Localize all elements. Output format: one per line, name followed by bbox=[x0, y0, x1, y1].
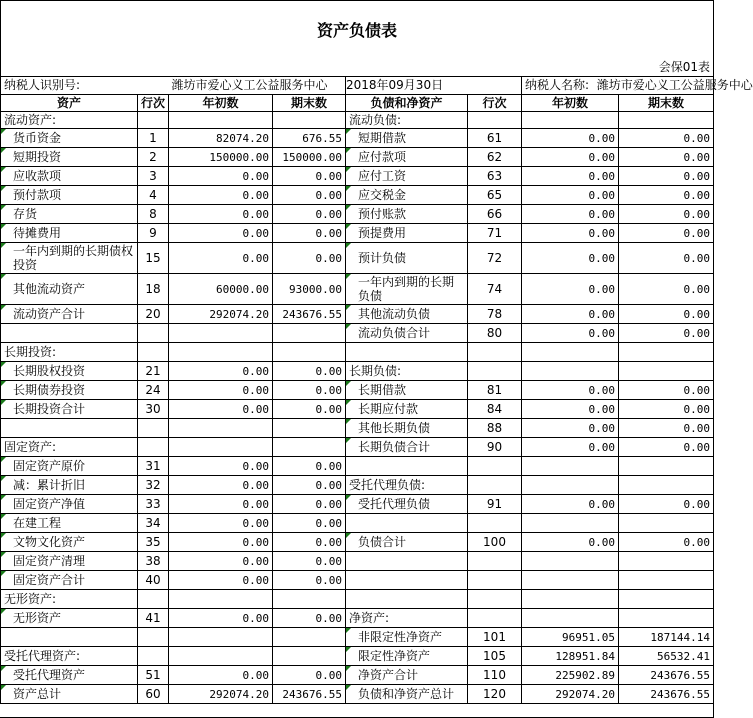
asset-item[interactable]: 固定资产原价 bbox=[1, 457, 138, 476]
asset-end[interactable] bbox=[273, 628, 346, 647]
liab-begin[interactable]: 0.00 bbox=[522, 495, 619, 514]
table-row bbox=[1, 381, 714, 400]
header-line-no: 行次 bbox=[138, 95, 169, 112]
liab-item[interactable]: 其他长期负债 bbox=[346, 419, 468, 438]
liab-line[interactable] bbox=[468, 571, 522, 590]
asset-line[interactable] bbox=[138, 419, 169, 438]
asset-end[interactable]: 0.00 bbox=[273, 533, 346, 552]
liab-end[interactable] bbox=[619, 590, 714, 609]
table-row bbox=[1, 362, 714, 381]
table-row bbox=[1, 148, 714, 167]
asset-end[interactable]: 0.00 bbox=[273, 362, 346, 381]
asset-line[interactable]: 31 bbox=[138, 457, 169, 476]
asset-end[interactable]: 0.00 bbox=[273, 400, 346, 419]
liab-line[interactable]: 120 bbox=[468, 685, 522, 704]
header-end-balance-2: 期末数 bbox=[619, 95, 714, 112]
table-row bbox=[1, 628, 714, 647]
liab-item[interactable] bbox=[346, 514, 468, 533]
asset-item[interactable]: 应收款项 bbox=[1, 167, 138, 186]
asset-begin[interactable]: 0.00 bbox=[169, 186, 273, 205]
form-number: 会保01表 bbox=[1, 59, 714, 77]
asset-line[interactable]: 35 bbox=[138, 533, 169, 552]
liab-item[interactable]: 一年内到期的长期负债 bbox=[346, 274, 468, 305]
liab-end[interactable]: 0.00 bbox=[619, 148, 714, 167]
asset-item[interactable]: 长期股权投资 bbox=[1, 362, 138, 381]
table-row bbox=[1, 243, 714, 274]
asset-item[interactable] bbox=[1, 628, 138, 647]
liab-line[interactable]: 91 bbox=[468, 495, 522, 514]
taxpayer-name bbox=[522, 77, 753, 95]
asset-line[interactable]: 40 bbox=[138, 571, 169, 590]
liab-item[interactable]: 应付工资 bbox=[346, 167, 468, 186]
liab-end[interactable]: 0.00 bbox=[619, 205, 714, 224]
asset-item[interactable]: 货币资金 bbox=[1, 129, 138, 148]
asset-item[interactable]: 短期投资 bbox=[1, 148, 138, 167]
table-row bbox=[1, 476, 714, 495]
asset-item[interactable]: 在建工程 bbox=[1, 514, 138, 533]
liab-item[interactable] bbox=[346, 343, 468, 362]
asset-item[interactable]: 固定资产净值 bbox=[1, 495, 138, 514]
liab-end[interactable]: 56532.41 bbox=[619, 647, 714, 666]
liab-begin[interactable]: 0.00 bbox=[522, 167, 619, 186]
asset-end[interactable] bbox=[273, 324, 346, 343]
liab-item[interactable] bbox=[346, 457, 468, 476]
table-row bbox=[1, 343, 714, 362]
table-row bbox=[1, 400, 714, 419]
asset-line[interactable]: 34 bbox=[138, 514, 169, 533]
asset-begin[interactable]: 0.00 bbox=[169, 243, 273, 274]
asset-item[interactable]: 长期投资合计 bbox=[1, 400, 138, 419]
liab-end[interactable] bbox=[619, 476, 714, 495]
asset-line[interactable]: 15 bbox=[138, 243, 169, 274]
liab-end[interactable] bbox=[619, 609, 714, 628]
asset-line[interactable] bbox=[138, 647, 169, 666]
table-row bbox=[1, 274, 714, 305]
asset-end[interactable]: 0.00 bbox=[273, 186, 346, 205]
liab-line[interactable] bbox=[468, 552, 522, 571]
liab-begin[interactable]: 0.00 bbox=[522, 438, 619, 457]
asset-line[interactable]: 1 bbox=[138, 129, 169, 148]
liab-item[interactable]: 预计负债 bbox=[346, 243, 468, 274]
liab-line[interactable] bbox=[468, 514, 522, 533]
taxpayer-name-value: 潍坊市爱心义工公益服务中心 bbox=[596, 78, 753, 92]
table-row bbox=[1, 647, 714, 666]
liab-begin[interactable]: 225902.89 bbox=[522, 666, 619, 685]
asset-begin[interactable]: 0.00 bbox=[169, 533, 273, 552]
liab-begin[interactable]: 128951.84 bbox=[522, 647, 619, 666]
asset-begin[interactable] bbox=[169, 438, 273, 457]
liab-line[interactable]: 88 bbox=[468, 419, 522, 438]
asset-begin[interactable] bbox=[169, 647, 273, 666]
asset-begin[interactable]: 0.00 bbox=[169, 495, 273, 514]
asset-end[interactable]: 0.00 bbox=[273, 514, 346, 533]
liab-end[interactable]: 0.00 bbox=[619, 167, 714, 186]
asset-item[interactable]: 受托代理资产 bbox=[1, 666, 138, 685]
liab-line[interactable]: 65 bbox=[468, 186, 522, 205]
asset-item[interactable]: 固定资产清理 bbox=[1, 552, 138, 571]
asset-end[interactable]: 0.00 bbox=[273, 495, 346, 514]
asset-end[interactable]: 93000.00 bbox=[273, 274, 346, 305]
liab-begin[interactable] bbox=[522, 457, 619, 476]
asset-begin[interactable]: 150000.00 bbox=[169, 148, 273, 167]
asset-end[interactable]: 0.00 bbox=[273, 476, 346, 495]
liab-item[interactable]: 短期借款 bbox=[346, 129, 468, 148]
asset-end[interactable] bbox=[273, 343, 346, 362]
asset-begin[interactable]: 0.00 bbox=[169, 514, 273, 533]
asset-begin[interactable] bbox=[169, 324, 273, 343]
asset-begin[interactable]: 0.00 bbox=[169, 457, 273, 476]
liab-begin[interactable] bbox=[522, 514, 619, 533]
liab-end[interactable]: 0.00 bbox=[619, 243, 714, 274]
asset-line[interactable] bbox=[138, 438, 169, 457]
table-row bbox=[1, 457, 714, 476]
liab-begin[interactable]: 0.00 bbox=[522, 205, 619, 224]
asset-line[interactable]: 2 bbox=[138, 148, 169, 167]
asset-end[interactable]: 0.00 bbox=[273, 609, 346, 628]
asset-item[interactable]: 流动资产合计 bbox=[1, 305, 138, 324]
asset-end[interactable] bbox=[273, 419, 346, 438]
liab-line[interactable]: 84 bbox=[468, 400, 522, 419]
liab-line[interactable]: 80 bbox=[468, 324, 522, 343]
liab-line[interactable]: 81 bbox=[468, 381, 522, 400]
asset-end[interactable] bbox=[273, 647, 346, 666]
asset-begin[interactable] bbox=[169, 112, 273, 129]
asset-line[interactable]: 33 bbox=[138, 495, 169, 514]
header-liabilities: 负债和净资产 bbox=[346, 95, 468, 112]
liab-item[interactable]: 非限定性净资产 bbox=[346, 628, 468, 647]
asset-item[interactable]: 固定资产合计 bbox=[1, 571, 138, 590]
asset-line[interactable]: 60 bbox=[138, 685, 169, 704]
table-row bbox=[1, 571, 714, 590]
liab-end[interactable]: 0.00 bbox=[619, 305, 714, 324]
liab-begin[interactable] bbox=[522, 112, 619, 129]
liab-item[interactable]: 负债合计 bbox=[346, 533, 468, 552]
asset-end[interactable]: 0.00 bbox=[273, 571, 346, 590]
asset-begin[interactable] bbox=[169, 419, 273, 438]
liab-end[interactable]: 243676.55 bbox=[619, 666, 714, 685]
liab-line[interactable] bbox=[468, 112, 522, 129]
liab-item[interactable]: 负债和净资产总计 bbox=[346, 685, 468, 704]
liab-end[interactable] bbox=[619, 514, 714, 533]
asset-begin[interactable]: 0.00 bbox=[169, 224, 273, 243]
liab-begin[interactable] bbox=[522, 476, 619, 495]
table-row bbox=[1, 205, 714, 224]
liab-item[interactable] bbox=[346, 590, 468, 609]
liab-end[interactable]: 0.00 bbox=[619, 400, 714, 419]
liab-line[interactable]: 78 bbox=[468, 305, 522, 324]
asset-line[interactable]: 3 bbox=[138, 167, 169, 186]
asset-begin[interactable]: 0.00 bbox=[169, 666, 273, 685]
asset-begin[interactable]: 82074.20 bbox=[169, 129, 273, 148]
asset-line[interactable]: 21 bbox=[138, 362, 169, 381]
table-row bbox=[1, 167, 714, 186]
asset-begin[interactable]: 292074.20 bbox=[169, 685, 273, 704]
asset-begin[interactable]: 0.00 bbox=[169, 552, 273, 571]
liab-begin[interactable]: 0.00 bbox=[522, 274, 619, 305]
liab-line[interactable] bbox=[468, 590, 522, 609]
liab-line[interactable] bbox=[468, 457, 522, 476]
liab-end[interactable] bbox=[619, 457, 714, 476]
liab-item[interactable] bbox=[346, 571, 468, 590]
liab-begin[interactable]: 0.00 bbox=[522, 243, 619, 274]
asset-item[interactable]: 长期债券投资 bbox=[1, 381, 138, 400]
liab-item[interactable]: 净资产合计 bbox=[346, 666, 468, 685]
asset-begin[interactable]: 60000.00 bbox=[169, 274, 273, 305]
liab-item[interactable]: 限定性净资产 bbox=[346, 647, 468, 666]
liab-end[interactable]: 0.00 bbox=[619, 495, 714, 514]
liab-end[interactable] bbox=[619, 571, 714, 590]
asset-line[interactable] bbox=[138, 343, 169, 362]
table-row bbox=[1, 590, 714, 609]
asset-begin[interactable]: 292074.20 bbox=[169, 305, 273, 324]
liab-line[interactable]: 110 bbox=[468, 666, 522, 685]
liab-line[interactable]: 61 bbox=[468, 129, 522, 148]
asset-item[interactable]: 长期投资: bbox=[1, 343, 138, 362]
liab-item[interactable]: 受托代理负债 bbox=[346, 495, 468, 514]
liab-begin[interactable]: 0.00 bbox=[522, 324, 619, 343]
asset-begin[interactable]: 0.00 bbox=[169, 571, 273, 590]
liab-end[interactable]: 0.00 bbox=[619, 186, 714, 205]
asset-end[interactable] bbox=[273, 112, 346, 129]
table-row bbox=[1, 438, 714, 457]
asset-line[interactable]: 18 bbox=[138, 274, 169, 305]
liab-begin[interactable] bbox=[522, 343, 619, 362]
liab-item[interactable]: 受托代理负债: bbox=[346, 476, 468, 495]
liab-begin[interactable]: 0.00 bbox=[522, 419, 619, 438]
liab-item[interactable]: 长期负债合计 bbox=[346, 438, 468, 457]
liab-end[interactable]: 0.00 bbox=[619, 381, 714, 400]
table-row bbox=[1, 495, 714, 514]
liab-begin[interactable] bbox=[522, 571, 619, 590]
asset-end[interactable]: 0.00 bbox=[273, 381, 346, 400]
liab-begin[interactable]: 0.00 bbox=[522, 381, 619, 400]
asset-end[interactable] bbox=[273, 590, 346, 609]
asset-begin[interactable]: 0.00 bbox=[169, 362, 273, 381]
asset-item[interactable] bbox=[1, 419, 138, 438]
liab-begin[interactable]: 0.00 bbox=[522, 533, 619, 552]
asset-item[interactable]: 资产总计 bbox=[1, 685, 138, 704]
asset-end[interactable]: 0.00 bbox=[273, 457, 346, 476]
liab-line[interactable]: 66 bbox=[468, 205, 522, 224]
liab-end[interactable] bbox=[619, 112, 714, 129]
asset-begin[interactable]: 0.00 bbox=[169, 476, 273, 495]
asset-end[interactable]: 0.00 bbox=[273, 205, 346, 224]
asset-line[interactable]: 4 bbox=[138, 186, 169, 205]
liab-end[interactable]: 187144.14 bbox=[619, 628, 714, 647]
table-row bbox=[1, 186, 714, 205]
asset-end[interactable]: 150000.00 bbox=[273, 148, 346, 167]
asset-item[interactable]: 存货 bbox=[1, 205, 138, 224]
liab-line[interactable]: 100 bbox=[468, 533, 522, 552]
header-line-no-2: 行次 bbox=[468, 95, 522, 112]
taxpayer-name-label: 纳税人名称: bbox=[525, 78, 590, 92]
asset-line[interactable]: 51 bbox=[138, 666, 169, 685]
asset-end[interactable]: 0.00 bbox=[273, 243, 346, 274]
liab-begin[interactable]: 96951.05 bbox=[522, 628, 619, 647]
liab-line[interactable] bbox=[468, 343, 522, 362]
liab-line[interactable] bbox=[468, 476, 522, 495]
asset-line[interactable]: 38 bbox=[138, 552, 169, 571]
asset-begin[interactable] bbox=[169, 343, 273, 362]
liab-line[interactable] bbox=[468, 609, 522, 628]
liab-begin[interactable]: 0.00 bbox=[522, 148, 619, 167]
table-row bbox=[1, 324, 714, 343]
asset-line[interactable]: 9 bbox=[138, 224, 169, 243]
asset-begin[interactable]: 0.00 bbox=[169, 167, 273, 186]
liab-end[interactable]: 0.00 bbox=[619, 324, 714, 343]
asset-line[interactable]: 24 bbox=[138, 381, 169, 400]
liab-line[interactable]: 74 bbox=[468, 274, 522, 305]
asset-line[interactable] bbox=[138, 324, 169, 343]
liab-end[interactable] bbox=[619, 552, 714, 571]
asset-item[interactable]: 固定资产: bbox=[1, 438, 138, 457]
liab-item[interactable]: 预提费用 bbox=[346, 224, 468, 243]
asset-begin[interactable]: 0.00 bbox=[169, 400, 273, 419]
liab-line[interactable] bbox=[468, 362, 522, 381]
asset-begin[interactable] bbox=[169, 628, 273, 647]
liab-end[interactable]: 243676.55 bbox=[619, 685, 714, 704]
header-end-balance: 期末数 bbox=[273, 95, 346, 112]
asset-item[interactable]: 流动资产: bbox=[1, 112, 138, 129]
liab-line[interactable]: 72 bbox=[468, 243, 522, 274]
liab-item[interactable]: 净资产: bbox=[346, 609, 468, 628]
asset-begin[interactable]: 0.00 bbox=[169, 205, 273, 224]
asset-line[interactable]: 8 bbox=[138, 205, 169, 224]
asset-line[interactable] bbox=[138, 590, 169, 609]
header-begin-balance: 年初数 bbox=[169, 95, 273, 112]
table-row bbox=[1, 224, 714, 243]
table-row bbox=[1, 609, 714, 628]
asset-item[interactable] bbox=[1, 324, 138, 343]
liab-end[interactable]: 0.00 bbox=[619, 438, 714, 457]
liab-line[interactable]: 105 bbox=[468, 647, 522, 666]
liab-end[interactable]: 0.00 bbox=[619, 224, 714, 243]
liab-item[interactable]: 长期负债: bbox=[346, 362, 468, 381]
table-row bbox=[1, 666, 714, 685]
asset-end[interactable]: 676.55 bbox=[273, 129, 346, 148]
table-row bbox=[1, 129, 714, 148]
asset-item[interactable]: 预付款项 bbox=[1, 186, 138, 205]
liab-line[interactable]: 63 bbox=[468, 167, 522, 186]
liab-line[interactable]: 101 bbox=[468, 628, 522, 647]
asset-end[interactable]: 0.00 bbox=[273, 552, 346, 571]
asset-line[interactable]: 30 bbox=[138, 400, 169, 419]
liab-line[interactable]: 62 bbox=[468, 148, 522, 167]
liab-line[interactable]: 71 bbox=[468, 224, 522, 243]
asset-item[interactable]: 一年内到期的长期债权投资 bbox=[1, 243, 138, 274]
sheet-title: 资产负债表 bbox=[1, 1, 714, 60]
liab-line[interactable]: 90 bbox=[468, 438, 522, 457]
liab-begin[interactable] bbox=[522, 552, 619, 571]
taxpayer-id-value: 潍坊市爱心义工公益服务中心 bbox=[169, 77, 346, 95]
asset-item[interactable]: 文物文化资产 bbox=[1, 533, 138, 552]
asset-item[interactable]: 待摊费用 bbox=[1, 224, 138, 243]
liab-item[interactable]: 长期借款 bbox=[346, 381, 468, 400]
liab-item[interactable]: 应付款项 bbox=[346, 148, 468, 167]
liab-item[interactable]: 预付账款 bbox=[346, 205, 468, 224]
asset-end[interactable]: 243676.55 bbox=[273, 685, 346, 704]
asset-end[interactable]: 0.00 bbox=[273, 167, 346, 186]
asset-end[interactable]: 0.00 bbox=[273, 666, 346, 685]
asset-begin[interactable]: 0.00 bbox=[169, 609, 273, 628]
liab-begin[interactable]: 0.00 bbox=[522, 186, 619, 205]
liab-begin[interactable] bbox=[522, 590, 619, 609]
header-begin-balance-2: 年初数 bbox=[522, 95, 619, 112]
table-row bbox=[1, 552, 714, 571]
asset-end[interactable]: 0.00 bbox=[273, 224, 346, 243]
liab-begin[interactable] bbox=[522, 362, 619, 381]
liab-item[interactable]: 流动负债: bbox=[346, 112, 468, 129]
header-assets: 资产 bbox=[1, 95, 138, 112]
liab-begin[interactable]: 0.00 bbox=[522, 129, 619, 148]
table-row bbox=[1, 305, 714, 324]
asset-begin[interactable]: 0.00 bbox=[169, 381, 273, 400]
taxpayer-id-label: 纳税人识别号: bbox=[1, 77, 169, 95]
asset-item[interactable]: 无形资产: bbox=[1, 590, 138, 609]
liab-end[interactable] bbox=[619, 362, 714, 381]
table-row bbox=[1, 685, 714, 704]
asset-item[interactable]: 无形资产 bbox=[1, 609, 138, 628]
liab-item[interactable] bbox=[346, 552, 468, 571]
liab-begin[interactable]: 0.00 bbox=[522, 224, 619, 243]
table-row bbox=[1, 514, 714, 533]
report-date: 2018年09月30日 bbox=[346, 77, 522, 95]
asset-line[interactable]: 41 bbox=[138, 609, 169, 628]
asset-line[interactable]: 20 bbox=[138, 305, 169, 324]
asset-line[interactable] bbox=[138, 628, 169, 647]
liab-item[interactable]: 其他流动负债 bbox=[346, 305, 468, 324]
liab-begin[interactable]: 292074.20 bbox=[522, 685, 619, 704]
asset-begin[interactable] bbox=[169, 590, 273, 609]
asset-line[interactable] bbox=[138, 112, 169, 129]
liab-begin[interactable]: 0.00 bbox=[522, 305, 619, 324]
liab-item[interactable]: 长期应付款 bbox=[346, 400, 468, 419]
asset-item[interactable]: 其他流动资产 bbox=[1, 274, 138, 305]
liab-end[interactable]: 0.00 bbox=[619, 533, 714, 552]
liab-end[interactable]: 0.00 bbox=[619, 274, 714, 305]
asset-end[interactable] bbox=[273, 438, 346, 457]
asset-end[interactable]: 243676.55 bbox=[273, 305, 346, 324]
liab-item[interactable]: 应交税金 bbox=[346, 186, 468, 205]
table-row bbox=[1, 419, 714, 438]
asset-item[interactable]: 减：累计折旧 bbox=[1, 476, 138, 495]
liab-begin[interactable]: 0.00 bbox=[522, 400, 619, 419]
liab-end[interactable]: 0.00 bbox=[619, 419, 714, 438]
liab-end[interactable] bbox=[619, 343, 714, 362]
asset-line[interactable]: 32 bbox=[138, 476, 169, 495]
liab-begin[interactable] bbox=[522, 609, 619, 628]
liab-end[interactable]: 0.00 bbox=[619, 129, 714, 148]
asset-item[interactable]: 受托代理资产: bbox=[1, 647, 138, 666]
table-row bbox=[1, 533, 714, 552]
table-row bbox=[1, 112, 714, 129]
liab-item[interactable]: 流动负债合计 bbox=[346, 324, 468, 343]
